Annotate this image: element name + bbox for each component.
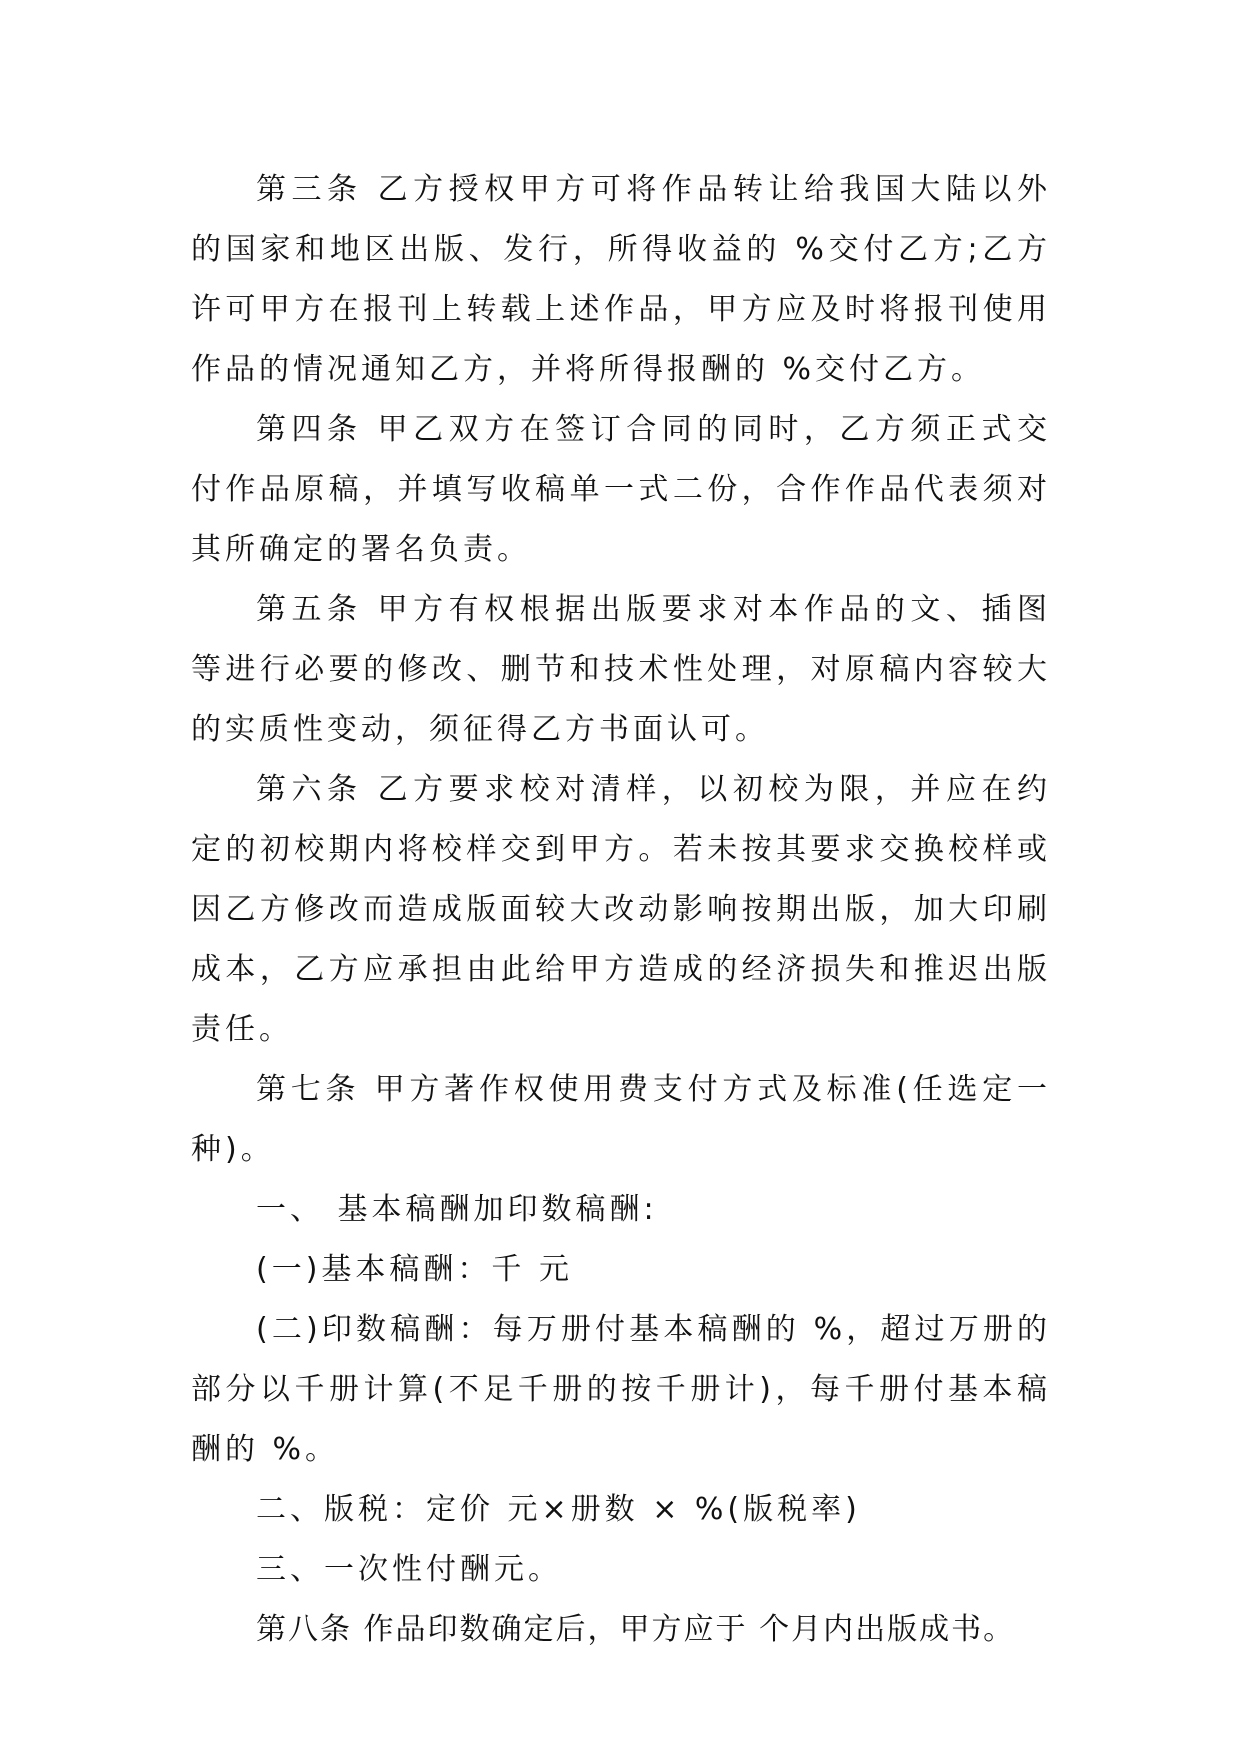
article-4-paragraph: 第四条 甲乙双方在签订合同的同时，乙方须正式交付作品原稿，并填写收稿单一式二份，合作作品代表须对其所确定的署名负责。: [191, 412, 1051, 567]
royalty-line: 二、版税：定价 元×册数 × %(版税率): [256, 1492, 861, 1527]
article-8-paragraph: 第八条 作品印数确定后，甲方应于 个月内出版成书。: [256, 1612, 1016, 1647]
option-1-heading: 一、 基本稿酬加印数稿酬:: [256, 1192, 658, 1227]
article-3-paragraph: 第三条 乙方授权甲方可将作品转让给我国大陆以外的国家和地区出版、发行，所得收益的 %交付乙方;乙方许可甲方在报刊上转载上述作品，甲方应及时将报刊使用作品的情况通知乙方，并将所得报酬的 %交付乙方。: [191, 172, 1051, 387]
article-5-paragraph: 第五条 甲方有权根据出版要求对本作品的文、插图等进行必要的修改、删节和技术性处理，对原稿内容较大的实质性变动，须征得乙方书面认可。: [191, 592, 1051, 747]
base-fee-line: (一)基本稿酬：千 元: [256, 1252, 573, 1287]
print-run-fee-paragraph: (二)印数稿酬：每万册付基本稿酬的 %，超过万册的部分以千册计算(不足千册的按千册计)，每千册付基本稿酬的 %。: [191, 1312, 1051, 1467]
contract-body: [191, 160, 1051, 1660]
article-7-paragraph: 第七条 甲方著作权使用费支付方式及标准(任选定一种)。: [191, 1072, 1051, 1167]
lump-sum-line: 三、一次性付酬元。: [256, 1552, 562, 1587]
article-6-paragraph: 第六条 乙方要求校对清样，以初校为限，并应在约定的初校期内将校样交到甲方。若未按其要求交换校样或因乙方修改而造成版面较大改动影响按期出版，加大印刷成本，乙方应承担由此给甲方造成的经济损失和推迟出版责任。: [191, 772, 1051, 1047]
